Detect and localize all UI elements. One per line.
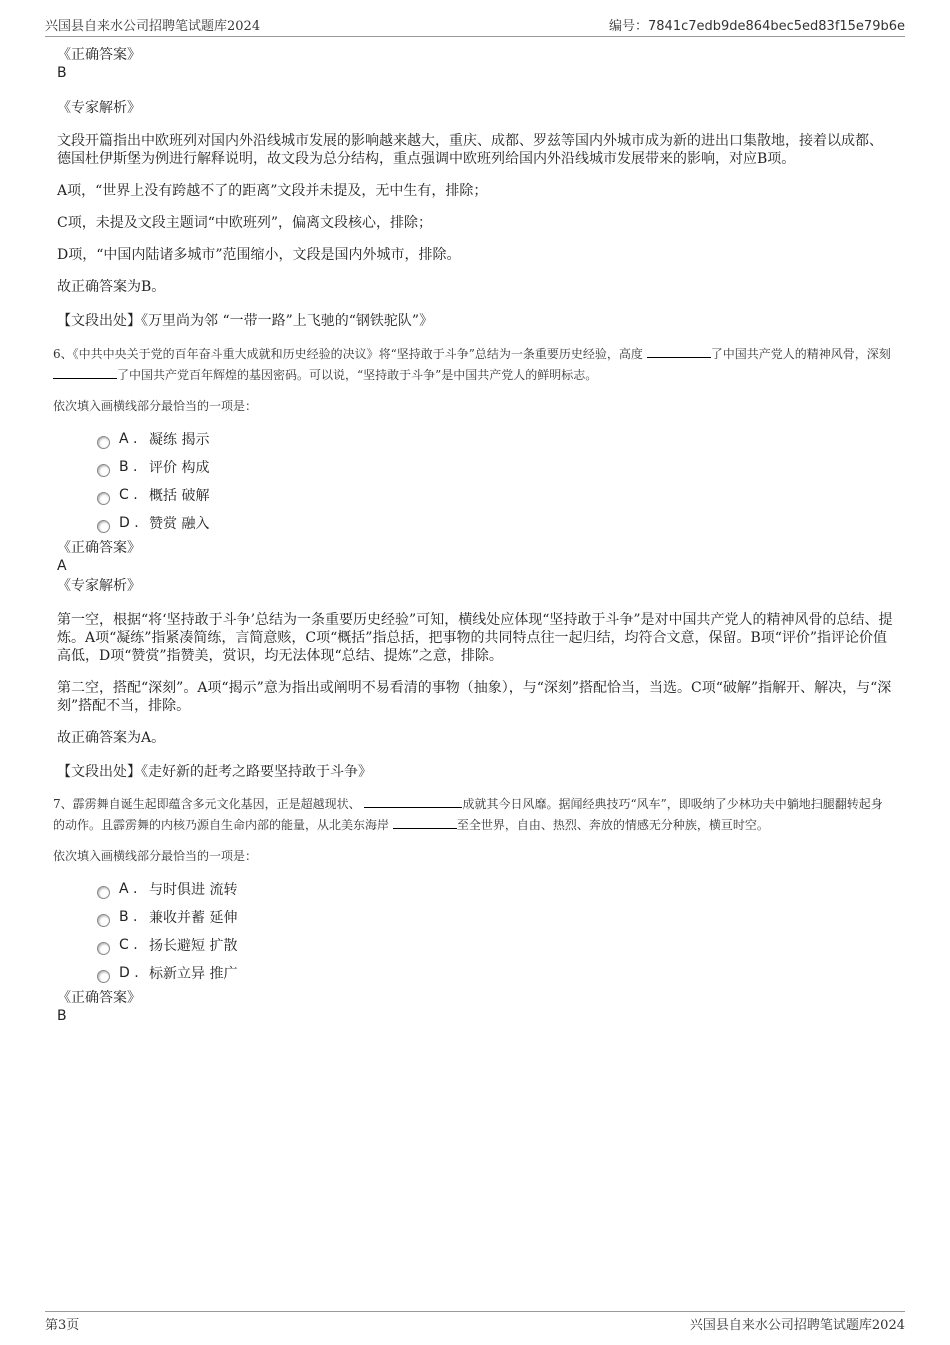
q6-analysis-para: 第一空，根据“将‘坚持敢于斗争’总结为一条重要历史经验”可知，横线处应体现“坚持敢于斗争”是对中国共产党人的精神风骨的总结、提炼。A项“凝练”指紧凑简练，言简意赅，C项“概括”指总括，把事物的共同特点往一起归结，均符合文意，保留。B项“评价”指评论价值高低，D项“赞赏”指赞美，赏识，均无法体现“总结、提炼”之意，排除。 (57, 612, 893, 664)
q6-stem (53, 344, 893, 386)
page-number: 第3页 (45, 1318, 80, 1333)
radio-icon[interactable] (97, 942, 110, 955)
q5-analysis-para: 故正确答案为B。 (57, 279, 166, 295)
q6-answer-label: 《正确答案》 (57, 540, 141, 556)
q5-analysis-para: A项，“世界上没有跨越不了的距离”文段并未提及，无中生有，排除； (57, 183, 488, 199)
radio-icon[interactable] (97, 970, 110, 983)
option-letter: D . (119, 515, 139, 531)
option-text: 与时俱进 流转 (149, 882, 238, 898)
q7-answer: B (57, 1008, 67, 1024)
q5-analysis-label: 《专家解析》 (57, 100, 141, 116)
q6-stem-part: 了中国共产党人的精神风骨，深刻 (710, 347, 891, 361)
q7-stem-part: 7、霹雳舞自诞生起即蕴含多元文化基因，正是超越现状、 (53, 797, 361, 811)
q6-instruction: 依次填入画横线部分最恰当的一项是： (53, 399, 258, 413)
q7-answer-label: 《正确答案》 (57, 990, 141, 1006)
header-serial: 编号：7841c7edb9de864bec5ed83f15e79b6e (609, 19, 905, 34)
q7-option-d[interactable] (57, 959, 893, 987)
radio-icon[interactable] (97, 886, 110, 899)
radio-icon[interactable] (97, 520, 110, 533)
answer-blank (364, 795, 462, 808)
q7-stem-part: 成就其今日风靡。据闻经典技巧“风车”，即吸纳了少林功夫中躺地扫腿翻转起身的动作。且霹雳舞的内核乃源自生命内部的能量，从北美东海岸 (53, 797, 883, 832)
answer-blank (647, 345, 711, 358)
page-footer (45, 1311, 905, 1336)
option-letter: D . (119, 965, 139, 981)
radio-icon[interactable] (97, 492, 110, 505)
q6-source-title: 《走好新的赶考之路要坚持敢于斗争》 (141, 764, 372, 780)
q7-instruction: 依次填入画横线部分最恰当的一项是： (53, 849, 258, 863)
q6-analysis-para: 第二空，搭配“深刻”。A项“揭示”意为指出或阐明不易看清的事物（抽象），与“深刻”搭配恰当，当选。C项“破解”指解开、解决，与“深刻”搭配不当，排除。 (57, 680, 892, 714)
q7-options (57, 875, 893, 987)
answer-blank (393, 816, 457, 829)
footer-title: 兴国县自来水公司招聘笔试题库2024 (689, 1318, 905, 1333)
q7-stem (53, 794, 893, 836)
option-text: 扬长避短 扩散 (149, 938, 238, 954)
q5-source-label: 【文段出处】 (57, 313, 141, 329)
option-text: 兼收并蓄 延伸 (149, 910, 238, 926)
option-letter: B . (119, 909, 138, 925)
option-letter: C . (119, 487, 138, 503)
q6-option-c[interactable] (57, 481, 893, 509)
option-letter: B . (119, 459, 138, 475)
q5-analysis-para: 文段开篇指出中欧班列对国内外沿线城市发展的影响越来越大，重庆、成都、罗兹等国内外城市成为新的进出口集散地，接着以成都、德国杜伊斯堡为例进行解释说明，故文段为总分结构，重点强调中欧班列给国内外沿线城市发展带来的影响，对应B项。 (57, 133, 883, 167)
q6-stem-part: 6、《中共中央关于党的百年奋斗重大成就和历史经验的决议》将“坚持敢于斗争”总结为一条重要历史经验，高度 (53, 347, 643, 361)
q5-answer: B (57, 65, 67, 81)
option-text: 赞赏 融入 (149, 516, 210, 532)
option-letter: A . (119, 881, 138, 897)
radio-icon[interactable] (97, 436, 110, 449)
q7-option-c[interactable] (57, 931, 893, 959)
option-text: 凝练 揭示 (149, 432, 210, 448)
option-letter: C . (119, 937, 138, 953)
q6-options (57, 425, 893, 537)
q6-analysis-label: 《专家解析》 (57, 578, 141, 594)
q5-source-title: 《万里尚为邻 “一带一路”上飞驰的“钢铁驼队”》 (141, 313, 434, 329)
q6-source-label: 【文段出处】 (57, 764, 141, 780)
radio-icon[interactable] (97, 914, 110, 927)
q6-option-d[interactable] (57, 509, 893, 537)
header-title: 兴国县自来水公司招聘笔试题库2024 (45, 19, 261, 34)
page-header (45, 14, 905, 37)
q5-analysis-para: C项，未提及文段主题词“中欧班列”，偏离文段核心，排除； (57, 215, 433, 231)
option-text: 标新立异 推广 (149, 966, 238, 982)
q6-stem-part: 了中国共产党百年辉煌的基因密码。可以说，“坚持敢于斗争”是中国共产党人的鲜明标志。 (117, 368, 598, 382)
q6-analysis-para: 故正确答案为A。 (57, 730, 166, 746)
q7-option-b[interactable] (57, 903, 893, 931)
option-text: 评价 构成 (149, 460, 210, 476)
q5-source (57, 312, 893, 330)
q7-stem-part: 至全世界，自由、热烈、奔放的情感无分种族，横亘时空。 (456, 818, 769, 832)
page-content (53, 46, 893, 1025)
q6-answer: A (57, 558, 67, 574)
answer-blank (53, 366, 117, 379)
radio-icon[interactable] (97, 464, 110, 477)
q6-option-a[interactable] (57, 425, 893, 453)
q7-option-a[interactable] (57, 875, 893, 903)
q6-source (57, 763, 893, 781)
option-text: 概括 破解 (149, 488, 210, 504)
q5-answer-label: 《正确答案》 (57, 47, 141, 63)
option-letter: A . (119, 431, 138, 447)
q5-analysis-para: D项，“中国内陆诸多城市”范围缩小，文段是国内外城市，排除。 (57, 247, 461, 263)
q6-option-b[interactable] (57, 453, 893, 481)
